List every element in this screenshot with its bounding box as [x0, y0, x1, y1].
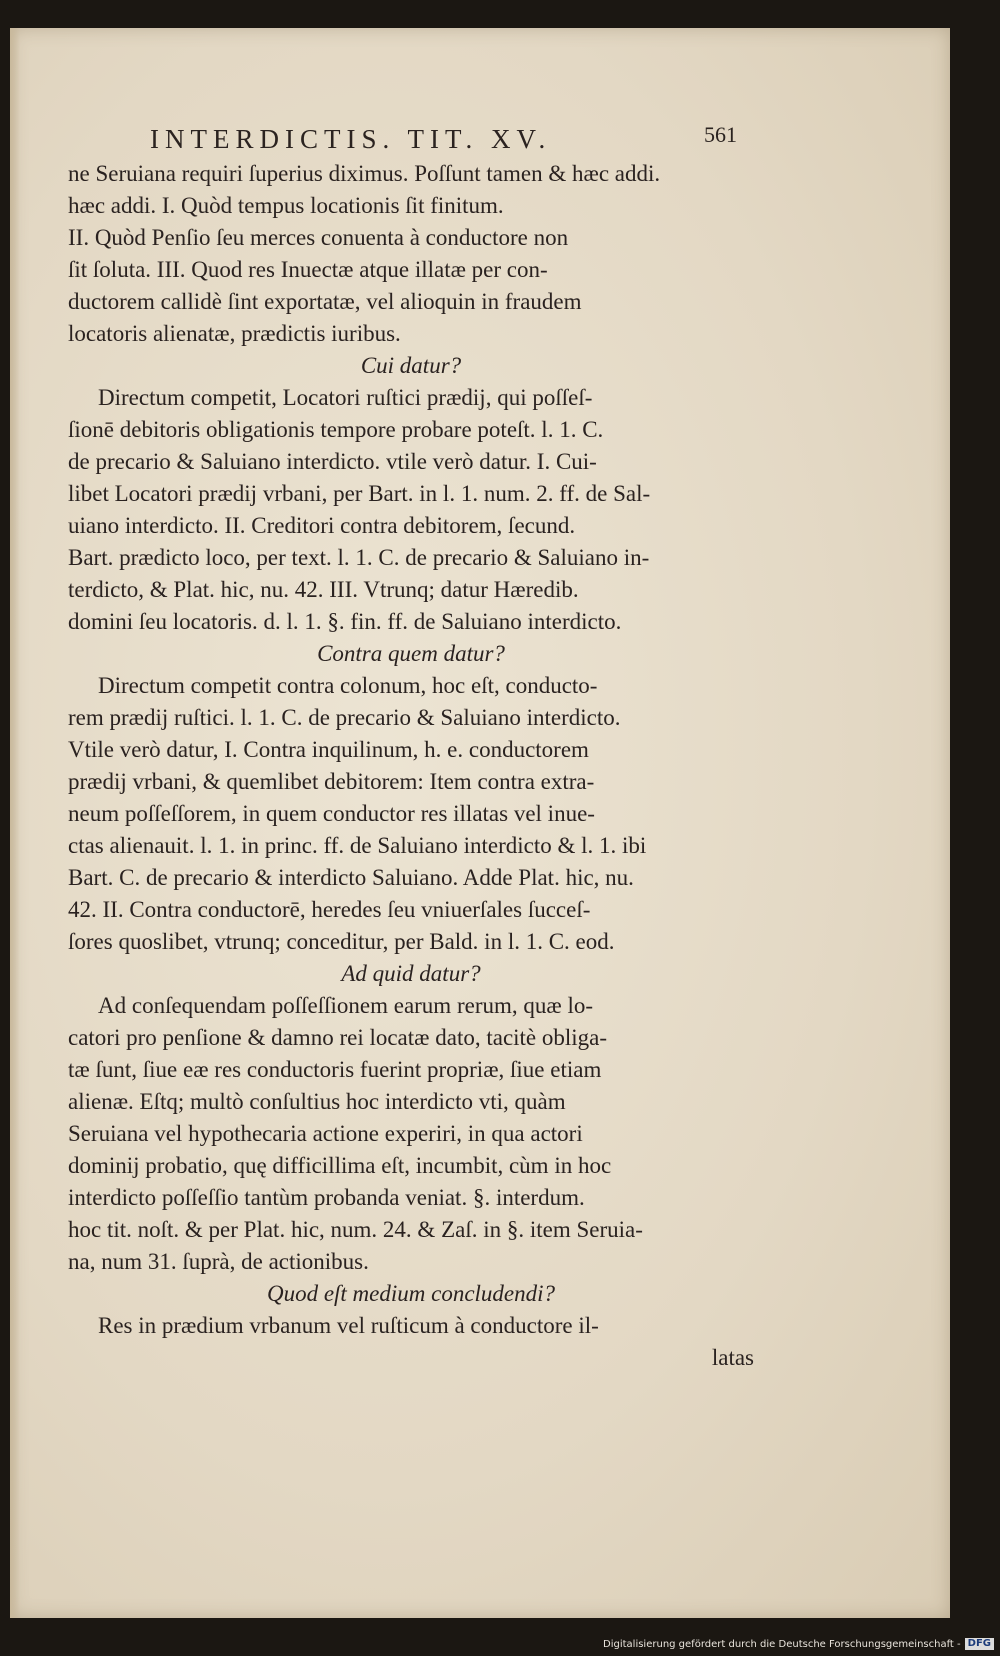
- section-heading: Contra quem datur?: [317, 641, 505, 666]
- text-line: Bart. C. de precario & interdicto Saluiano. Adde Plat. hic, nu.: [68, 865, 634, 890]
- text-line: Directum competit, Locatori ruſtici prædij, qui poſſeſ-: [98, 385, 593, 410]
- text-line: uiano interdicto. II. Creditori contra debitorem, ſecund.: [68, 513, 576, 538]
- text-line: hoc tit. noſt. & per Plat. hic, num. 24. & Zaſ. in §. item Seruia-: [68, 1217, 643, 1242]
- text-line: Res in prædium vrbanum vel ruſticum à conductore il-: [98, 1313, 599, 1338]
- text-line: Vtile verò datur, I. Contra inquilinum, h. e. conductorem: [68, 737, 589, 762]
- text-line: ſit ſoluta. III. Quod res Inuectæ atque illatæ per con-: [68, 257, 548, 282]
- text-line: neum poſſeſſorem, in quem conductor res illatas vel inue-: [68, 801, 595, 826]
- running-title: INTERDICTIS. TIT. XV.: [150, 124, 552, 154]
- text-line: de precario & Saluiano interdicto. vtile verò datur. I. Cui-: [68, 449, 597, 474]
- text-line: ductorem callidè ſint exportatæ, vel alioquin in fraudem: [68, 289, 582, 314]
- catchword: latas: [711, 1345, 754, 1370]
- text-line: na, num 31. ſuprà, de actionibus.: [68, 1249, 369, 1274]
- section-heading: Ad quid datur?: [341, 961, 481, 986]
- section-heading: Quod eſt medium concludendi?: [266, 1281, 556, 1306]
- page-number: 561: [704, 122, 737, 147]
- digitization-credit: [603, 1638, 994, 1650]
- text-line: tæ ſunt, ſiue eæ res conductoris fuerint propriæ, ſiue etiam: [68, 1057, 602, 1082]
- text-line: prædij vrbani, & quemlibet debitorem: Item contra extra-: [68, 769, 595, 794]
- text-line: domini ſeu locatoris. d. l. 1. §. fin. ff. de Saluiano interdicto.: [68, 609, 622, 634]
- page-edge: [10, 28, 20, 1618]
- text-line: libet Locatori prædij vrbani, per Bart. in l. 1. num. 2. ff. de Sal-: [68, 481, 651, 506]
- text-line: ſionē debitoris obligationis tempore probare poteſt. l. 1. C.: [68, 417, 604, 442]
- section-heading: Cui datur?: [360, 353, 462, 378]
- text-line: Directum competit contra colonum, hoc eſt, conducto-: [98, 673, 598, 698]
- text-line: 42. II. Contra conductorē, heredes ſeu vniuerſales ſucceſ-: [68, 897, 591, 922]
- text-line: alienæ. Eſtq; multò conſultius hoc interdicto vti, quàm: [68, 1089, 566, 1114]
- text-line: ſores quoslibet, vtrunq; conceditur, per Bald. in l. 1. C. eod.: [68, 929, 615, 954]
- body-text: [68, 158, 754, 1374]
- text-line: catori pro penſione & damno rei locatæ dato, tacitè obliga-: [68, 1025, 608, 1050]
- text-line: rem prædij ruſtici. l. 1. C. de precario & Saluiano interdicto.: [68, 705, 621, 730]
- text-line: Ad conſequendam poſſeſſionem earum rerum, quæ lo-: [98, 993, 594, 1018]
- book-page: [10, 28, 950, 1618]
- text-line: interdicto poſſeſſio tantùm probanda veniat. §. interdum.: [68, 1185, 585, 1210]
- text-line: II. Quòd Penſio ſeu merces conuenta à conductore non: [68, 225, 569, 250]
- text-line: hæc addi. I. Quòd tempus locationis ſit finitum.: [68, 193, 504, 218]
- text-line: terdicto, & Plat. hic, nu. 42. III. Vtrunq; datur Hæredib.: [68, 577, 579, 602]
- dfg-logo: DFG: [965, 1638, 994, 1650]
- text-line: Seruiana vel hypothecaria actione experiri, in qua actori: [68, 1121, 583, 1146]
- text-line: Bart. prædicto loco, per text. l. 1. C. de precario & Saluiano in-: [68, 545, 650, 570]
- text-line: ctas alienauit. l. 1. in princ. ff. de Saluiano interdicto & l. 1. ibi: [68, 833, 647, 858]
- text-line: ne Seruiana requiri ſuperius diximus. Poſſunt tamen & hæc addi.: [68, 161, 661, 186]
- credit-text: Digitalisierung gefördert durch die Deutsche Forschungsgemeinschaft -: [603, 1638, 961, 1650]
- text-line: locatoris alienatæ, prædictis iuribus.: [68, 321, 401, 346]
- text-line: dominij probatio, quę difficillima eſt, incumbit, cùm in hoc: [68, 1153, 612, 1178]
